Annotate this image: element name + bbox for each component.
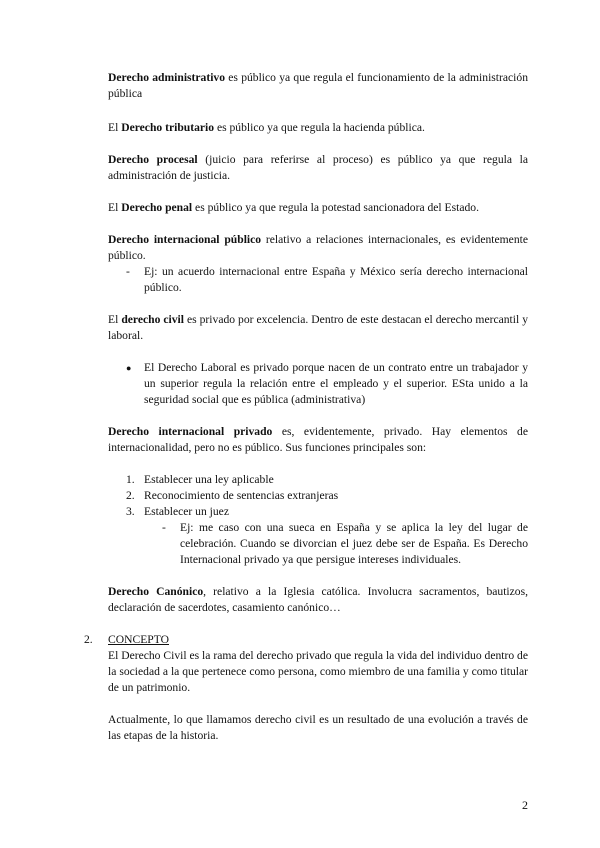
bullet-icon: ●	[126, 363, 132, 373]
paragraph-derecho-administrativo: Derecho administrativo es público ya que regula el funcionamiento de la administración pública	[108, 71, 528, 100]
paragraph-derecho-penal: El Derecho penal es público ya que regula la potestad sancionadora del Estado.	[108, 201, 480, 214]
paragraph-derecho-civil: El derecho civil es privado por excelencia. Dentro de este destacan el derecho mercantil y laboral.	[108, 313, 528, 342]
bullet-item-derecho-laboral: El Derecho Laboral es privado porque nacen de un contrato entre un trabajador y un superior regula la relación entre el empleado y el superior. ESta unido a la seguridad social que es pública (administrativa)	[144, 361, 528, 406]
paragraph-derecho-procesal: Derecho procesal (juicio para referirse al proceso) es público ya que regula la administración de justicia.	[108, 153, 528, 182]
list-item: Establecer un juez	[144, 505, 229, 518]
page-number: 2	[522, 798, 528, 812]
paragraph-concepto: El Derecho Civil es la rama del derecho privado que regula la vida del individuo dentro de la sociedad a la que pertenece como persona, como miembro de una familia y como titular de un patrimonio.	[108, 649, 528, 694]
paragraph-derecho-tributario: El Derecho tributario es público ya que regula la hacienda pública.	[108, 121, 425, 134]
list-number: 1.	[126, 473, 135, 486]
section-number: 2.	[84, 633, 93, 646]
list-item: Establecer una ley aplicable	[144, 473, 274, 486]
list-item: Reconocimiento de sentencias extranjeras	[144, 489, 339, 502]
paragraph-derecho-internacional-publico: Derecho internacional público relativo a relaciones internacionales, es evidentemente público.	[108, 233, 528, 262]
list-number: 3.	[126, 505, 135, 518]
dash-marker: -	[126, 265, 130, 278]
list-number: 2.	[126, 489, 135, 502]
paragraph-derecho-canonico: Derecho Canónico, relativo a la Iglesia católica. Involucra sacramentos, bautizos, declaración de sacerdotes, casamiento canónico…	[108, 585, 528, 614]
dash-marker: -	[162, 521, 166, 534]
section-title: CONCEPTO	[108, 633, 169, 646]
dash-item-example-privado: Ej: me caso con una sueca en España y se aplica la ley del lugar de celebración. Cuando se divorcian el juez debe ser de España. Es Derecho Internacional privado ya que persigue intereses individuales.	[180, 521, 528, 566]
dash-item-example-publico: Ej: un acuerdo internacional entre España y México sería derecho internacional público.	[144, 265, 528, 294]
paragraph-derecho-internacional-privado: Derecho internacional privado es, evidentemente, privado. Hay elementos de internacionalidad, pero no es público. Sus funciones principales son:	[108, 425, 528, 454]
paragraph-actualmente: Actualmente, lo que llamamos derecho civil es un resultado de una evolución a través de las etapas de la historia.	[108, 713, 528, 742]
